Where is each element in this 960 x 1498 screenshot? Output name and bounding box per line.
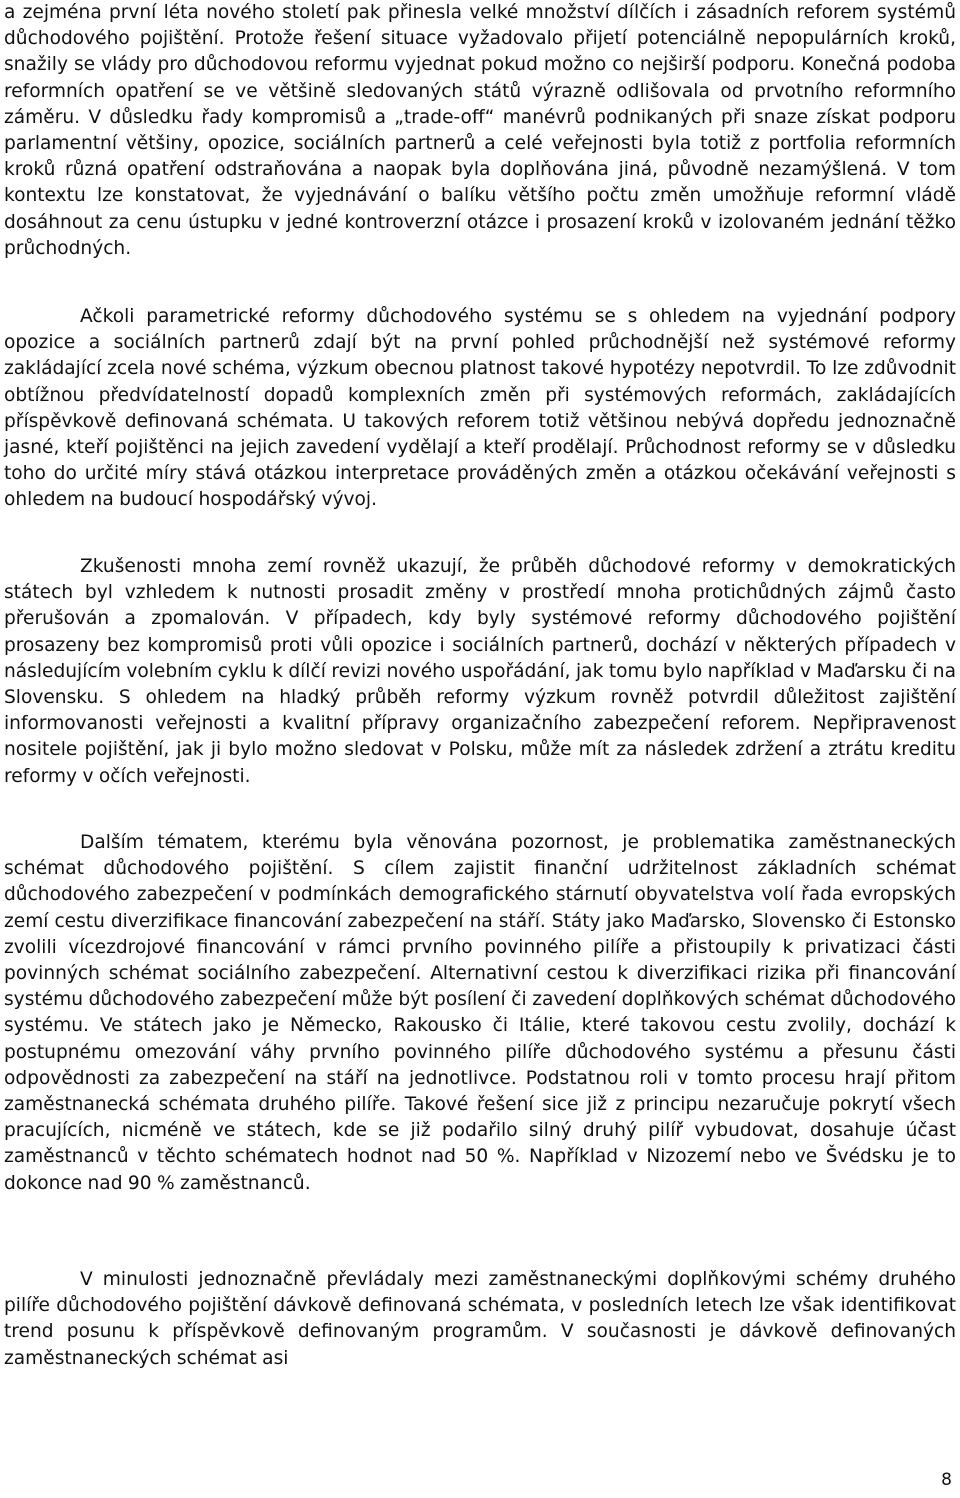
paragraph-2: Ačkoli parametrické reformy důchodového systému se s ohledem na vyjednání podpory opozice a sociálních partnerů zdají být na první pohled průchodnější než systémové reformy zakládající zcela nové schéma, výzkum obecnou platnost takové hypotézy nepotvrdil. To lze zdůvodnit obtížnou předvídatelností dopadů komplexních změn při systémových reformách, zakládajících příspěvkově definovaná schémata. U takových reforem totiž většinou nebývá dopředu jednoznačně jasné, kteří pojištěnci na jejich zavedení vydělají a kteří prodělají. Průchodnost reformy se v důsledku toho do určité míry stává otázkou interpretace prováděných změn a otázkou očekávání veřejnosti s ohledem na budoucí hospodářský vývoj. — [4, 306, 956, 511]
paragraph-5: V minulosti jednoznačně převládaly mezi zaměstnaneckými doplňkovými schémy druhého pilíře důchodového pojištění dávkově definovaná schémata, v posledních letech lze však identifikovat trend posunu k příspěvkově definovaným programům. V současnosti je dávkově definovaných zaměstnaneckých schémat asi — [4, 1269, 956, 1369]
paragraph-4: Dalším tématem, kterému byla věnována pozornost, je problematika zaměstnaneckých schémat důchodového pojištění. S cílem zajistit finanční udržitelnost základních schémat důchodového zabezpečení v podmínkách demografického stárnutí obyvatelstva volí řada evropských zemí cestu diverzifikace financování zabezpečení na stáří. Státy jako Maďarsko, Slovensko či Estonsko zvolili vícezdrojové financování v rámci prvního povinného pilíře a přistoupily k privatizaci části povinných schémat sociálního zabezpečení. Alternativní cestou k diverzifikaci rizika při financování systému důchodového zabezpečení může být posílení či zavedení doplňkových schémat důchodového systému. Ve státech jako je Německo, Rakousko či Itálie, které takovou cestu zvolily, dochází k postupnému omezování váhy prvního povinného pilíře důchodového systému a přesunu části odpovědnosti za zabezpečení na stáří na jednotlivce. Podstatnou roli v tomto procesu hrají přitom zaměstnanecká schémata druhého pilíře. Takové řešení sice již z principu nezaručuje pokrytí všech pracujících, nicméně ve státech, kde se již podařilo silný druhý pilíř vybudovat, dosahuje účast zaměstnanců v těchto schématech hodnot nad 50 %. Například v Nizozemí nebo ve Švédsku je to dokonce nad 90 % zaměstnanců. — [4, 832, 956, 1194]
paragraph-3: Zkušenosti mnoha zemí rovněž ukazují, že průběh důchodové reformy v demokratických státech byl vzhledem k nutnosti prosadit změny v prostředí mnoha protichůdných zájmů často přerušován a zpomalován. V případech, kdy byly systémové reformy důchodového pojištění prosazeny bez kompromisů proti vůli opozice i sociálních partnerů, dochází v některých případech v následujícím volebním cyklu k dílčí revizi nového uspořádání, jak tomu bylo například v Maďarsku či na Slovensku. S ohledem na hladký průběh reformy výzkum rovněž potvrdil důležitost zajištění informovanosti veřejnosti a kvalitní přípravy organizačního zabezpečení reforem. Nepřipravenost nositele pojištění, jak ji bylo možno sledovat v Polsku, může mít za následek zdržení a ztrátu kreditu reformy v očích veřejnosti. — [4, 556, 956, 787]
paragraph-1: a zejména první léta nového století pak přinesla velké množství dílčích i zásadních reforem systémů důchodového pojištění. Protože řešení situace vyžadovalo přijetí potenciálně nepopulárních kroků, snažily se vlády pro důchodovou reformu vyjednat pokud možno co nejširší podporu. Konečná podoba reformních opatření se ve většině sledovaných států výrazně odlišovala od prvotního reformního záměru. V důsledku řady kompromisů a „trade-off“ manévrů podnikaných při snaze získat podporu parlamentní většiny, opozice, sociálních partnerů a celé veřejnosti byla totiž z portfolia reformních kroků různá opatření odstraňována a naopak byla doplňována jiná, původně nezamýšlená. V tom kontextu lze konstatovat, že vyjednávání o balíku většího počtu změn umožňuje reformní vládě dosáhnout za cenu ústupku v jedné kontroverzní otázce i prosazení kroků v izolovaném jednání těžko průchodných. — [4, 2, 956, 259]
page-number: 8 — [941, 1470, 952, 1490]
